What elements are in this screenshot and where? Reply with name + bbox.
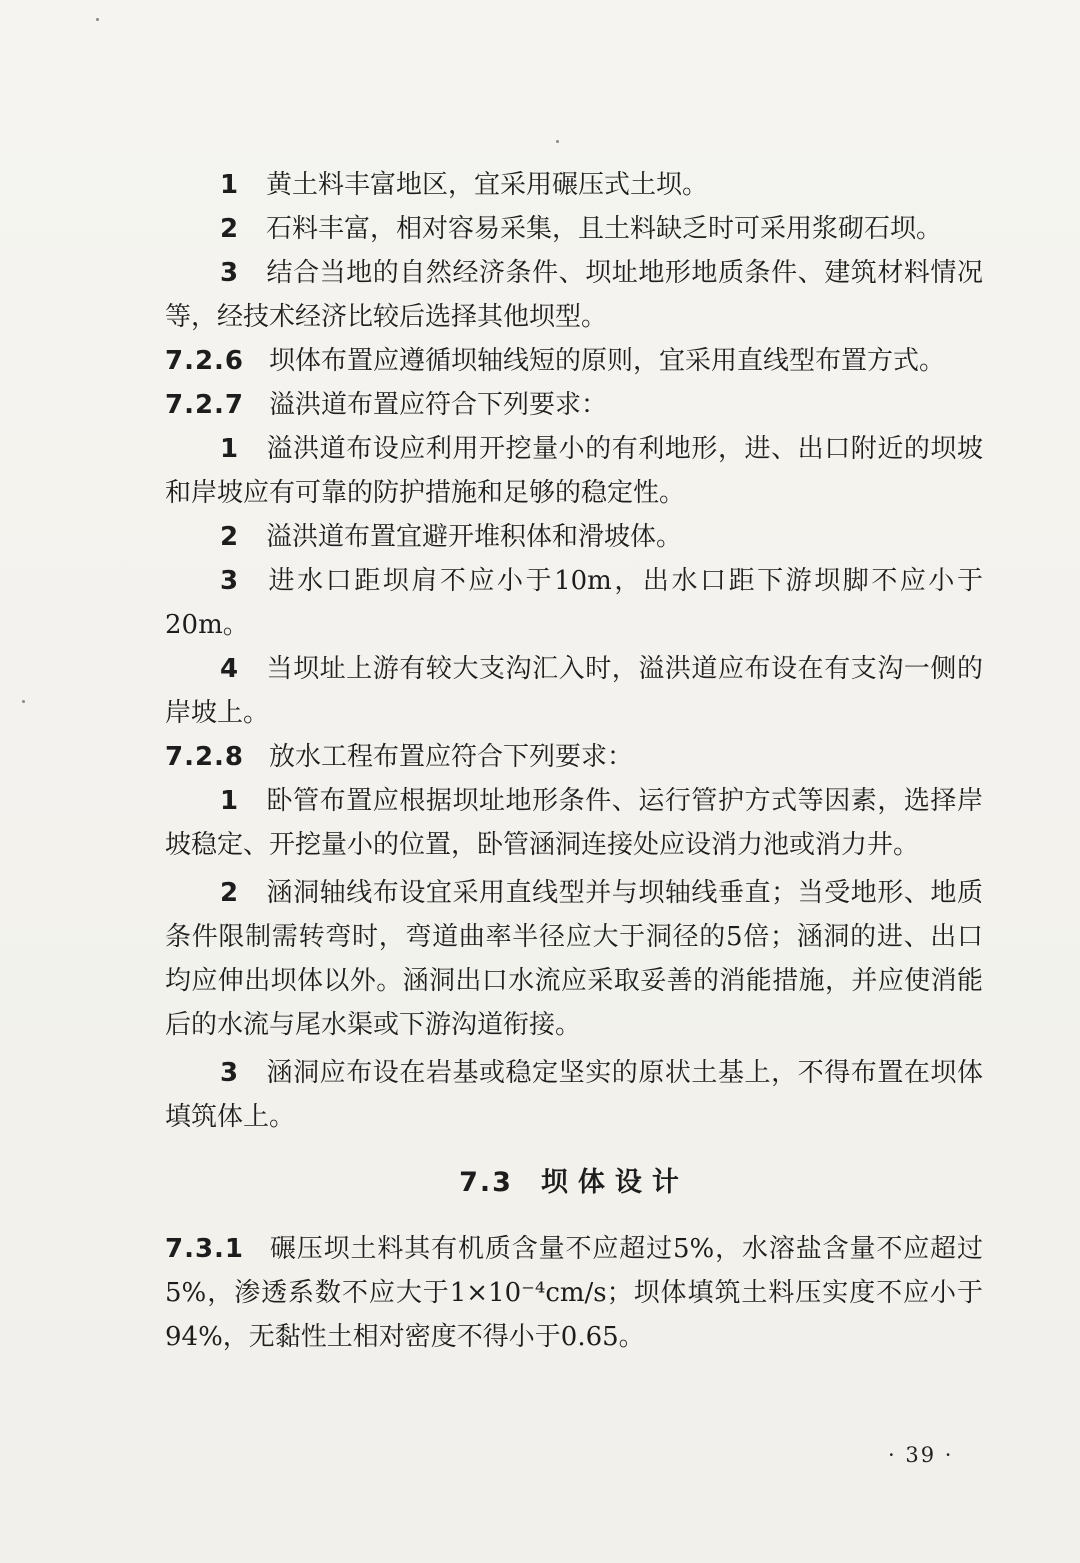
item-number: 1 bbox=[220, 434, 239, 464]
section-title: 坝体设计 bbox=[540, 1167, 689, 1198]
item-text: 当坝址上游有较大支沟汇入时，溢洪道应布设在有支沟一侧的岸坡上。 bbox=[165, 654, 983, 728]
list-item bbox=[165, 1051, 983, 1139]
scan-speck bbox=[22, 700, 25, 703]
list-item bbox=[165, 251, 983, 339]
section-number: 7.3 bbox=[459, 1167, 513, 1198]
item-text: 黄土料丰富地区，宜采用碾压式土坝。 bbox=[266, 170, 709, 200]
list-item bbox=[165, 871, 983, 1047]
list-item bbox=[165, 427, 983, 515]
clause-7-2-8 bbox=[165, 735, 983, 779]
item-number: 3 bbox=[220, 1058, 239, 1088]
list-item bbox=[165, 515, 983, 559]
clause-7-2-7 bbox=[165, 383, 983, 427]
item-text: 涵洞轴线布设宜采用直线型并与坝轴线垂直；当受地形、地质条件限制需转弯时，弯道曲率半径应大于洞径的5倍；涵洞的进、出口均应伸出坝体以外。涵洞出口水流应采取妥善的消能措施，并应使消能后的水流与尾水渠或下游沟道衔接。 bbox=[165, 878, 983, 1040]
item-number: 3 bbox=[220, 258, 239, 288]
clause-text: 坝体布置应遵循坝轴线短的原则，宜采用直线型布置方式。 bbox=[269, 346, 946, 376]
item-text: 溢洪道布置宜避开堆积体和滑坡体。 bbox=[266, 522, 683, 552]
list-item bbox=[165, 207, 983, 251]
item-number: 1 bbox=[220, 786, 239, 816]
clause-7-3-1 bbox=[165, 1227, 983, 1359]
clause-number: 7.3.1 bbox=[165, 1234, 245, 1264]
item-number: 1 bbox=[220, 170, 239, 200]
scan-speck bbox=[96, 18, 99, 21]
scan-speck bbox=[556, 140, 559, 143]
page-number: · 39 · bbox=[888, 1443, 954, 1467]
list-item bbox=[165, 647, 983, 735]
section-heading bbox=[165, 1161, 983, 1205]
item-number: 2 bbox=[220, 878, 239, 908]
clause-text: 碾压坝土料其有机质含量不应超过5%，水溶盐含量不应超过5%，渗透系数不应大于1×10⁻⁴cm/s；坝体填筑土料压实度不应小于94%，无黏性土相对密度不得小于0.65。 bbox=[165, 1234, 983, 1352]
item-text: 石料丰富，相对容易采集，且土料缺乏时可采用浆砌石坝。 bbox=[266, 214, 943, 244]
body-text bbox=[165, 163, 983, 1359]
item-number: 4 bbox=[220, 654, 239, 684]
item-text: 结合当地的自然经济条件、坝址地形地质条件、建筑材料情况等，经技术经济比较后选择其他坝型。 bbox=[165, 258, 983, 332]
item-text: 卧管布置应根据坝址地形条件、运行管护方式等因素，选择岸坡稳定、开挖量小的位置，卧管涵洞连接处应设消力池或消力井。 bbox=[165, 786, 983, 860]
clause-7-2-6 bbox=[165, 339, 983, 383]
list-item bbox=[165, 163, 983, 207]
list-item bbox=[165, 559, 983, 647]
item-number: 3 bbox=[220, 566, 239, 596]
list-item bbox=[165, 779, 983, 867]
clause-number: 7.2.8 bbox=[165, 742, 245, 772]
item-number: 2 bbox=[220, 214, 239, 244]
item-text: 溢洪道布设应利用开挖量小的有利地形，进、出口附近的坝坡和岸坡应有可靠的防护措施和足够的稳定性。 bbox=[165, 434, 983, 508]
clause-text: 溢洪道布置应符合下列要求： bbox=[269, 390, 608, 420]
item-number: 2 bbox=[220, 522, 239, 552]
clause-number: 7.2.6 bbox=[165, 346, 245, 376]
item-text: 进水口距坝肩不应小于10m，出水口距下游坝脚不应小于20m。 bbox=[165, 566, 983, 640]
clause-number: 7.2.7 bbox=[165, 390, 245, 420]
item-text: 涵洞应布设在岩基或稳定坚实的原状土基上，不得布置在坝体填筑体上。 bbox=[165, 1058, 983, 1132]
clause-text: 放水工程布置应符合下列要求： bbox=[269, 742, 634, 772]
